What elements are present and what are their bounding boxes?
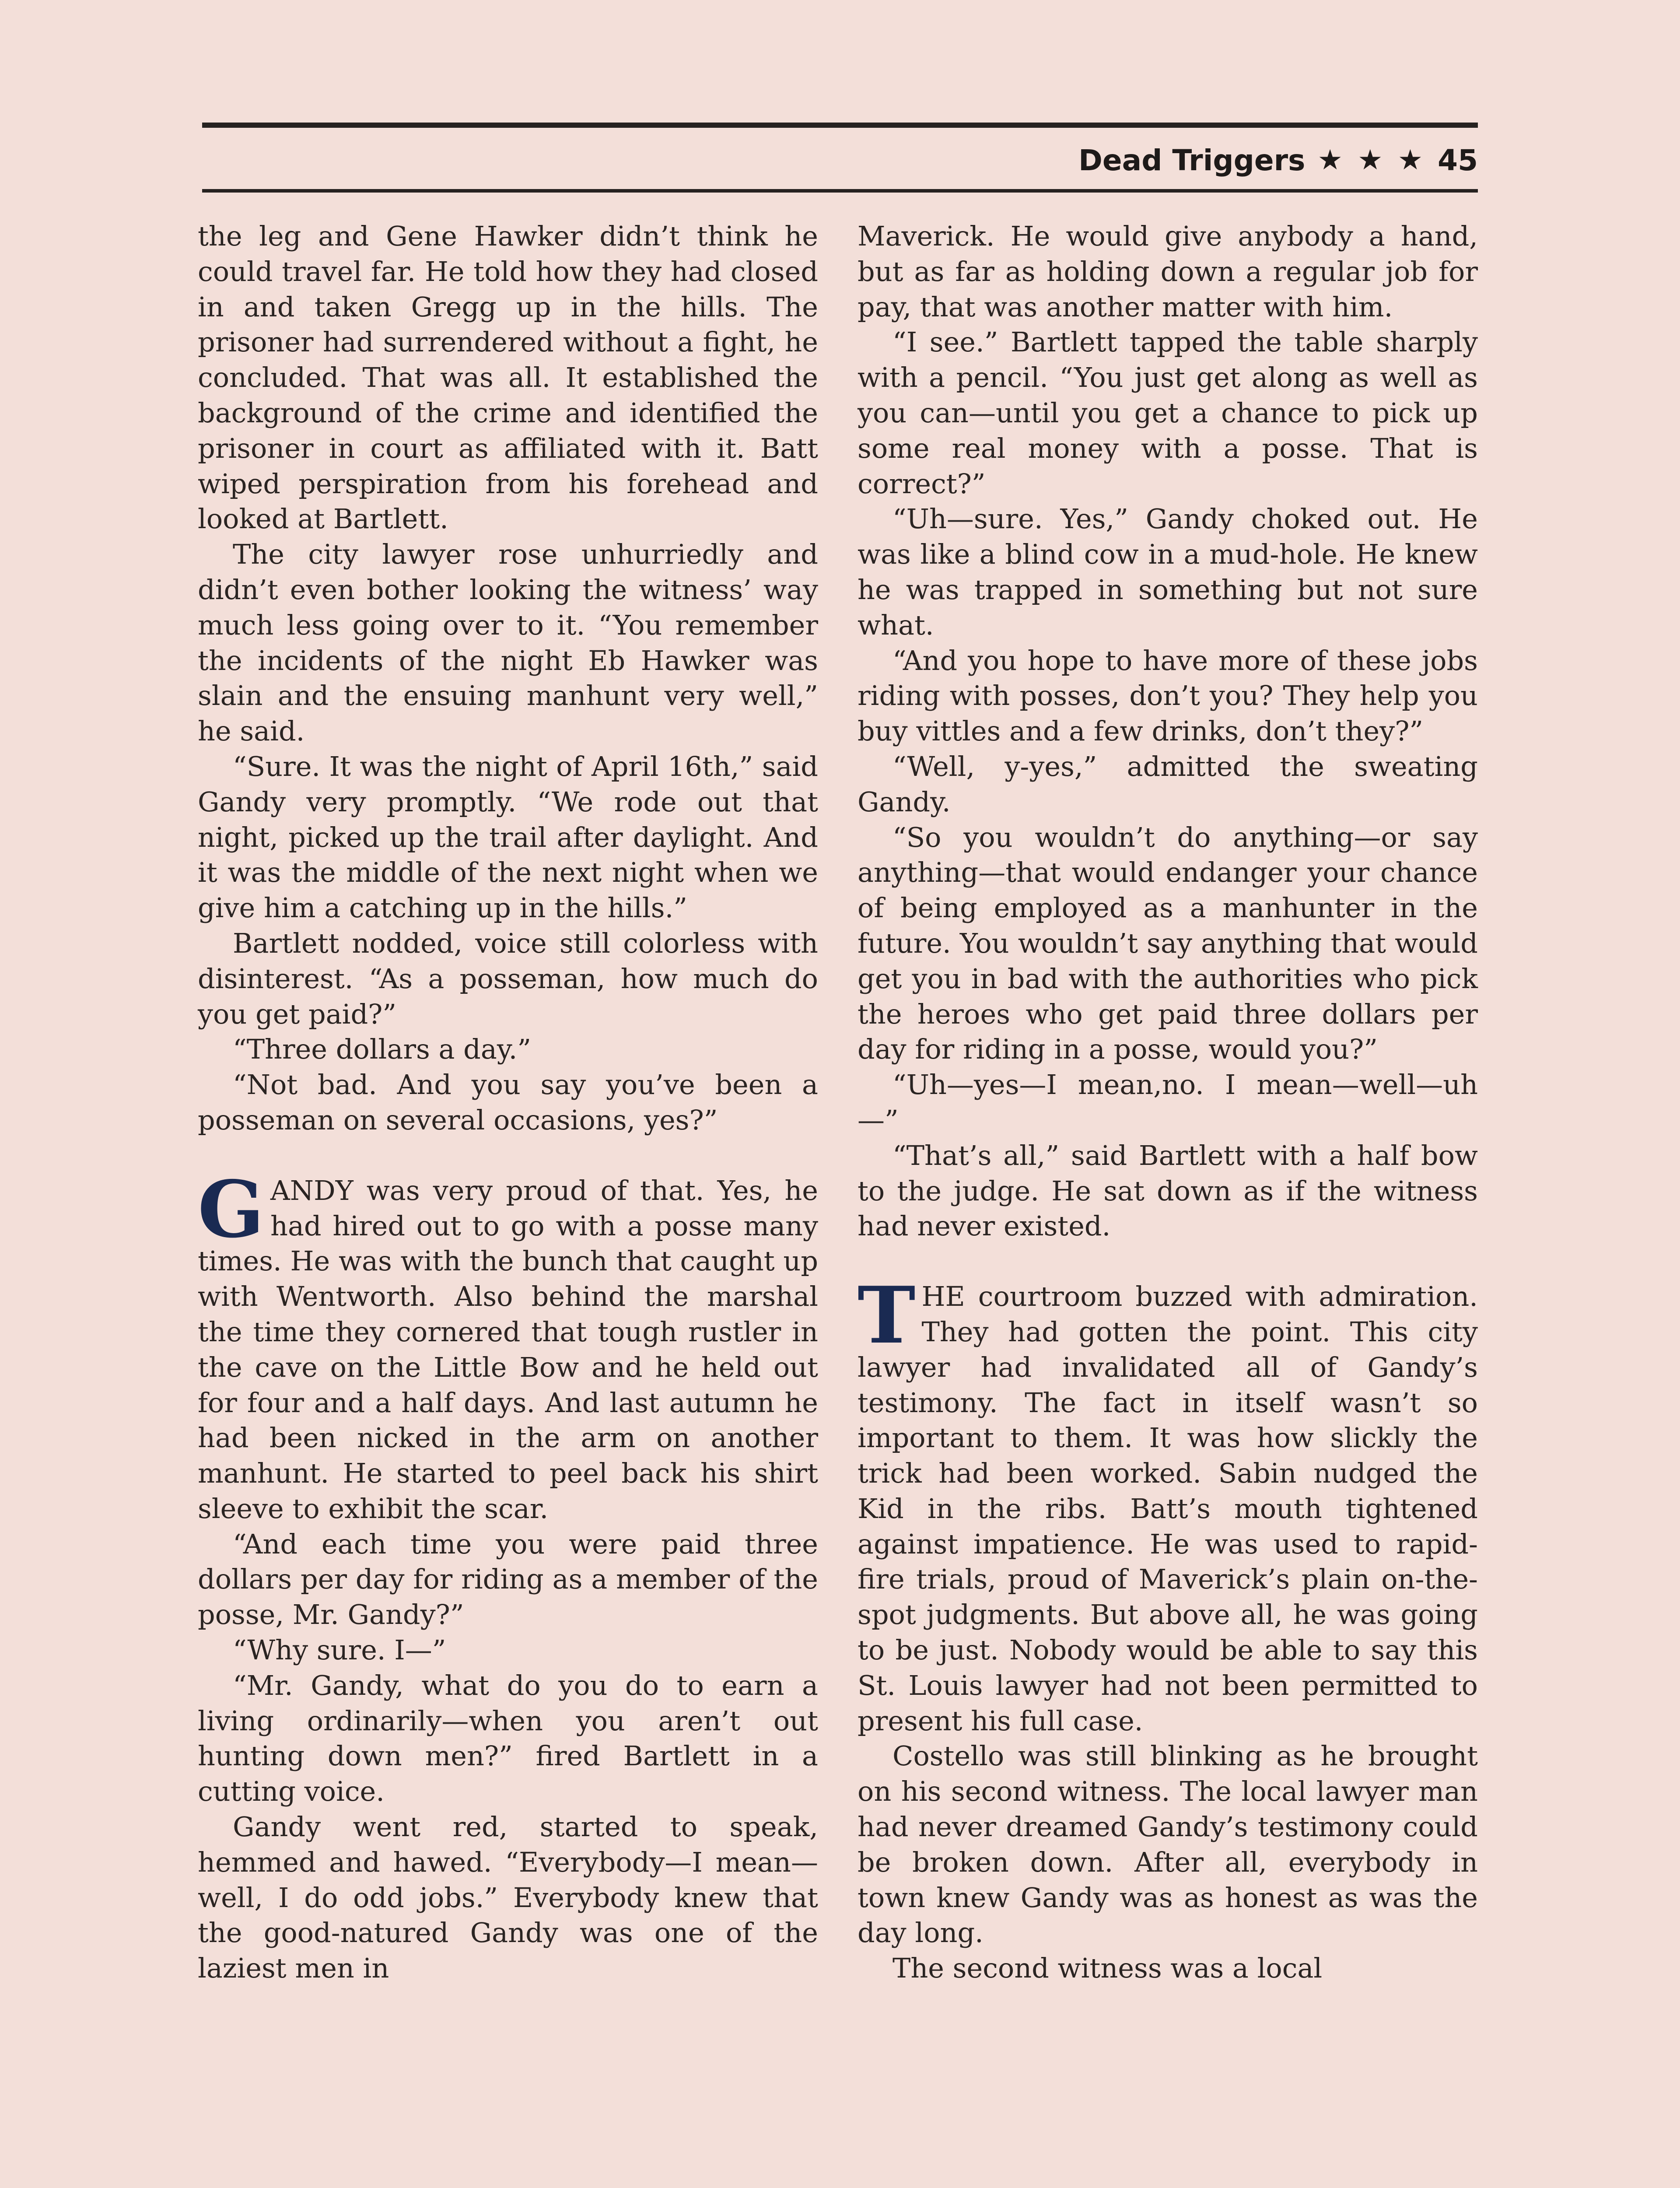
paragraph: “Three dollars a day.” — [233, 1033, 532, 1066]
text-column-left — [198, 219, 818, 1986]
paragraph: Bartlett nodded, voice still colorless with disinterest. “As a posseman, how much do you get paid?” — [198, 927, 818, 1030]
header-bottom-rule — [202, 189, 1478, 193]
paragraph: “Why sure. I—” — [233, 1634, 446, 1666]
text-column-right — [858, 219, 1478, 1986]
paragraph: “Well, y-yes,” admitted the sweating Gandy. — [858, 750, 1478, 818]
paragraph: “Not bad. And you say you’ve been a posseman on several occasions, yes?” — [198, 1069, 818, 1136]
paragraph: The second witness was a local — [892, 1952, 1323, 1985]
running-header — [1078, 138, 1478, 182]
paragraph: “I see.” Bartlett tapped the table sharply with a pencil. “You just get along as well as you can—until you get a chance to pick up some real money with a posse. That is correct?” — [858, 326, 1478, 500]
paragraph: “So you wouldn’t do anything—or say anything—that would endanger your chance of being employed as a manhunter in the future. You wouldn’t say anything that would get you in bad with the authorities who pick the heroes who get paid three dollars per day for riding in a posse, would you?” — [858, 821, 1478, 1066]
paragraph-text: HE courtroom buzzed with admiration. They had gotten the point. This city lawyer had invalidated all of Gandy’s testimony. The fact in itself wasn’t so important to them. It was how slickly the trick had been worked. Sabin nudged the Kid in the ribs. Batt’s mouth tightened against impatience. He was used to rapid-fire trials, proud of Maverick’s plain on-the-spot judgments. But above all, he was going to be just. Nobody would be able to say this St. Louis lawyer had not been permitted to present his full case. — [858, 1280, 1478, 1737]
paragraph: The city lawyer rose unhurriedly and didn’t even bother looking the witness’ way much less going over to it. “You remember the incidents of the night Eb Hawker was slain and the ensuing manhunt very well,” he said. — [198, 538, 818, 747]
drop-cap: G — [198, 1163, 265, 1255]
paragraph-with-drop-cap — [858, 1269, 1478, 1739]
paragraph: “That’s all,” said Bartlett with a half bow to the judge. He sat down as if the witness had never existed. — [858, 1139, 1478, 1242]
paragraph: “Uh—yes—I mean,no. I mean—well—uh—” — [858, 1069, 1478, 1136]
header-stars: ★ ★ ★ — [1317, 144, 1426, 176]
paragraph: “Sure. It was the night of April 16th,” said Gandy very promptly. “We rode out that night, picked up the trail after daylight. And it was the middle of the next night when we give him a catching up in the hills.” — [198, 750, 818, 924]
paragraph: Gandy went red, started to speak, hemmed and hawed. “Everybody—I mean—well, I do odd jobs.” Everybody knew that the good-natured Gandy was one of the laziest men in — [198, 1811, 818, 1985]
paragraph: Costello was still blinking as he brought on his second witness. The local lawyer man had never dreamed Gandy’s testimony could be broken down. After all, everybody in town knew Gandy was as honest as was the day long. — [858, 1740, 1478, 1949]
header-top-rule — [202, 123, 1478, 128]
header-title: Dead Triggers — [1078, 143, 1306, 177]
page-number: 45 — [1438, 143, 1478, 177]
paragraph: “Mr. Gandy, what do you do to earn a living ordinarily—when you aren’t out hunting down men?” fired Bartlett in a cutting voice. — [198, 1669, 818, 1808]
paragraph: “And you hope to have more of these jobs riding with posses, don’t you? They help you buy vittles and a few drinks, don’t they?” — [858, 644, 1478, 747]
paragraph-text: ANDY was very proud of that. Yes, he had hired out to go with a posse many times. He was with the bunch that caught up with Wentworth. Also behind the marshal the time they cornered that tough rustler in the cave on the Little Bow and he held out for four and a half days. And last autumn he had been nicked in the arm on another manhunt. He started to peel back his shirt sleeve to exhibit the scar. — [198, 1174, 819, 1525]
paragraph: the leg and Gene Hawker didn’t think he could travel far. He told how they had closed in and taken Gregg up in the hills. The prisoner had surrendered without a fight, he concluded. That was all. It established the background of the crime and identified the prisoner in court as affiliated with it. Batt wiped perspiration from his forehead and looked at Bartlett. — [198, 220, 818, 535]
drop-cap: T — [858, 1269, 916, 1361]
paragraph-with-drop-cap — [198, 1163, 819, 1527]
paragraph: “Uh—sure. Yes,” Gandy choked out. He was like a blind cow in a mud-hole. He knew he was trapped in something but not sure what. — [858, 503, 1478, 641]
paragraph: Maverick. He would give anybody a hand, but as far as holding down a regular job for pay, that was another matter with him. — [858, 220, 1478, 323]
paragraph: “And each time you were paid three dollars per day for riding as a member of the posse, Mr. Gandy?” — [198, 1528, 818, 1631]
